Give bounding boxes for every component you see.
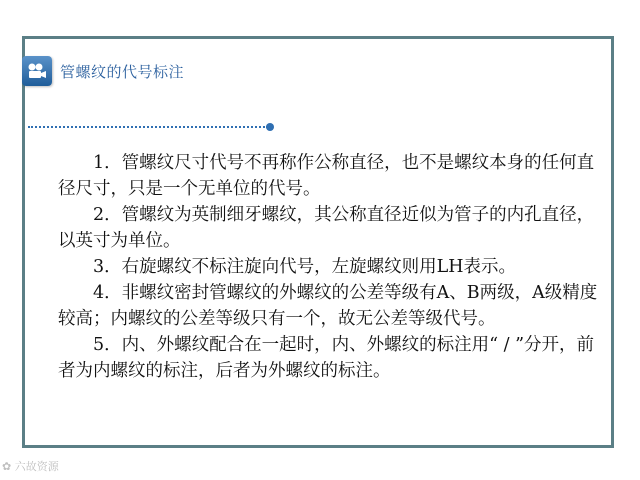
paragraph-2: 2．管螺纹为英制细牙螺纹，其公称直径近似为管子的内孔直径，以英寸为单位。 xyxy=(58,205,595,251)
paragraph-4: 4．非螺纹密封管螺纹的外螺纹的公差等级有A、B两级，A级精度较高；内螺纹的公差等级只有一个，故无公差等级代号。 xyxy=(58,283,598,329)
section-header xyxy=(22,56,184,86)
paragraph-1: 1．管螺纹尺寸代号不再称作公称直径，也不是螺纹本身的任何直径尺寸，只是一个无单位的代号。 xyxy=(58,153,595,199)
watermark-text: 六故资源 xyxy=(14,460,59,473)
divider-endpoint xyxy=(266,123,274,131)
paragraph-3: 3．右旋螺纹不标注旋向代号，左旋螺纹则用LH表示。 xyxy=(93,257,517,277)
paragraph-5: 5．内、外螺纹配合在一起时，内、外螺纹的标注用“ / ”分开，前者为内螺纹的标注，后者为外螺纹的标注。 xyxy=(58,335,595,381)
content-body xyxy=(58,150,598,384)
dotted-divider xyxy=(28,126,268,128)
page-title: 管螺纹的代号标注 xyxy=(60,62,185,81)
film-camera-icon xyxy=(22,56,52,86)
watermark xyxy=(2,458,59,474)
watermark-icon: ✿ xyxy=(2,460,15,473)
